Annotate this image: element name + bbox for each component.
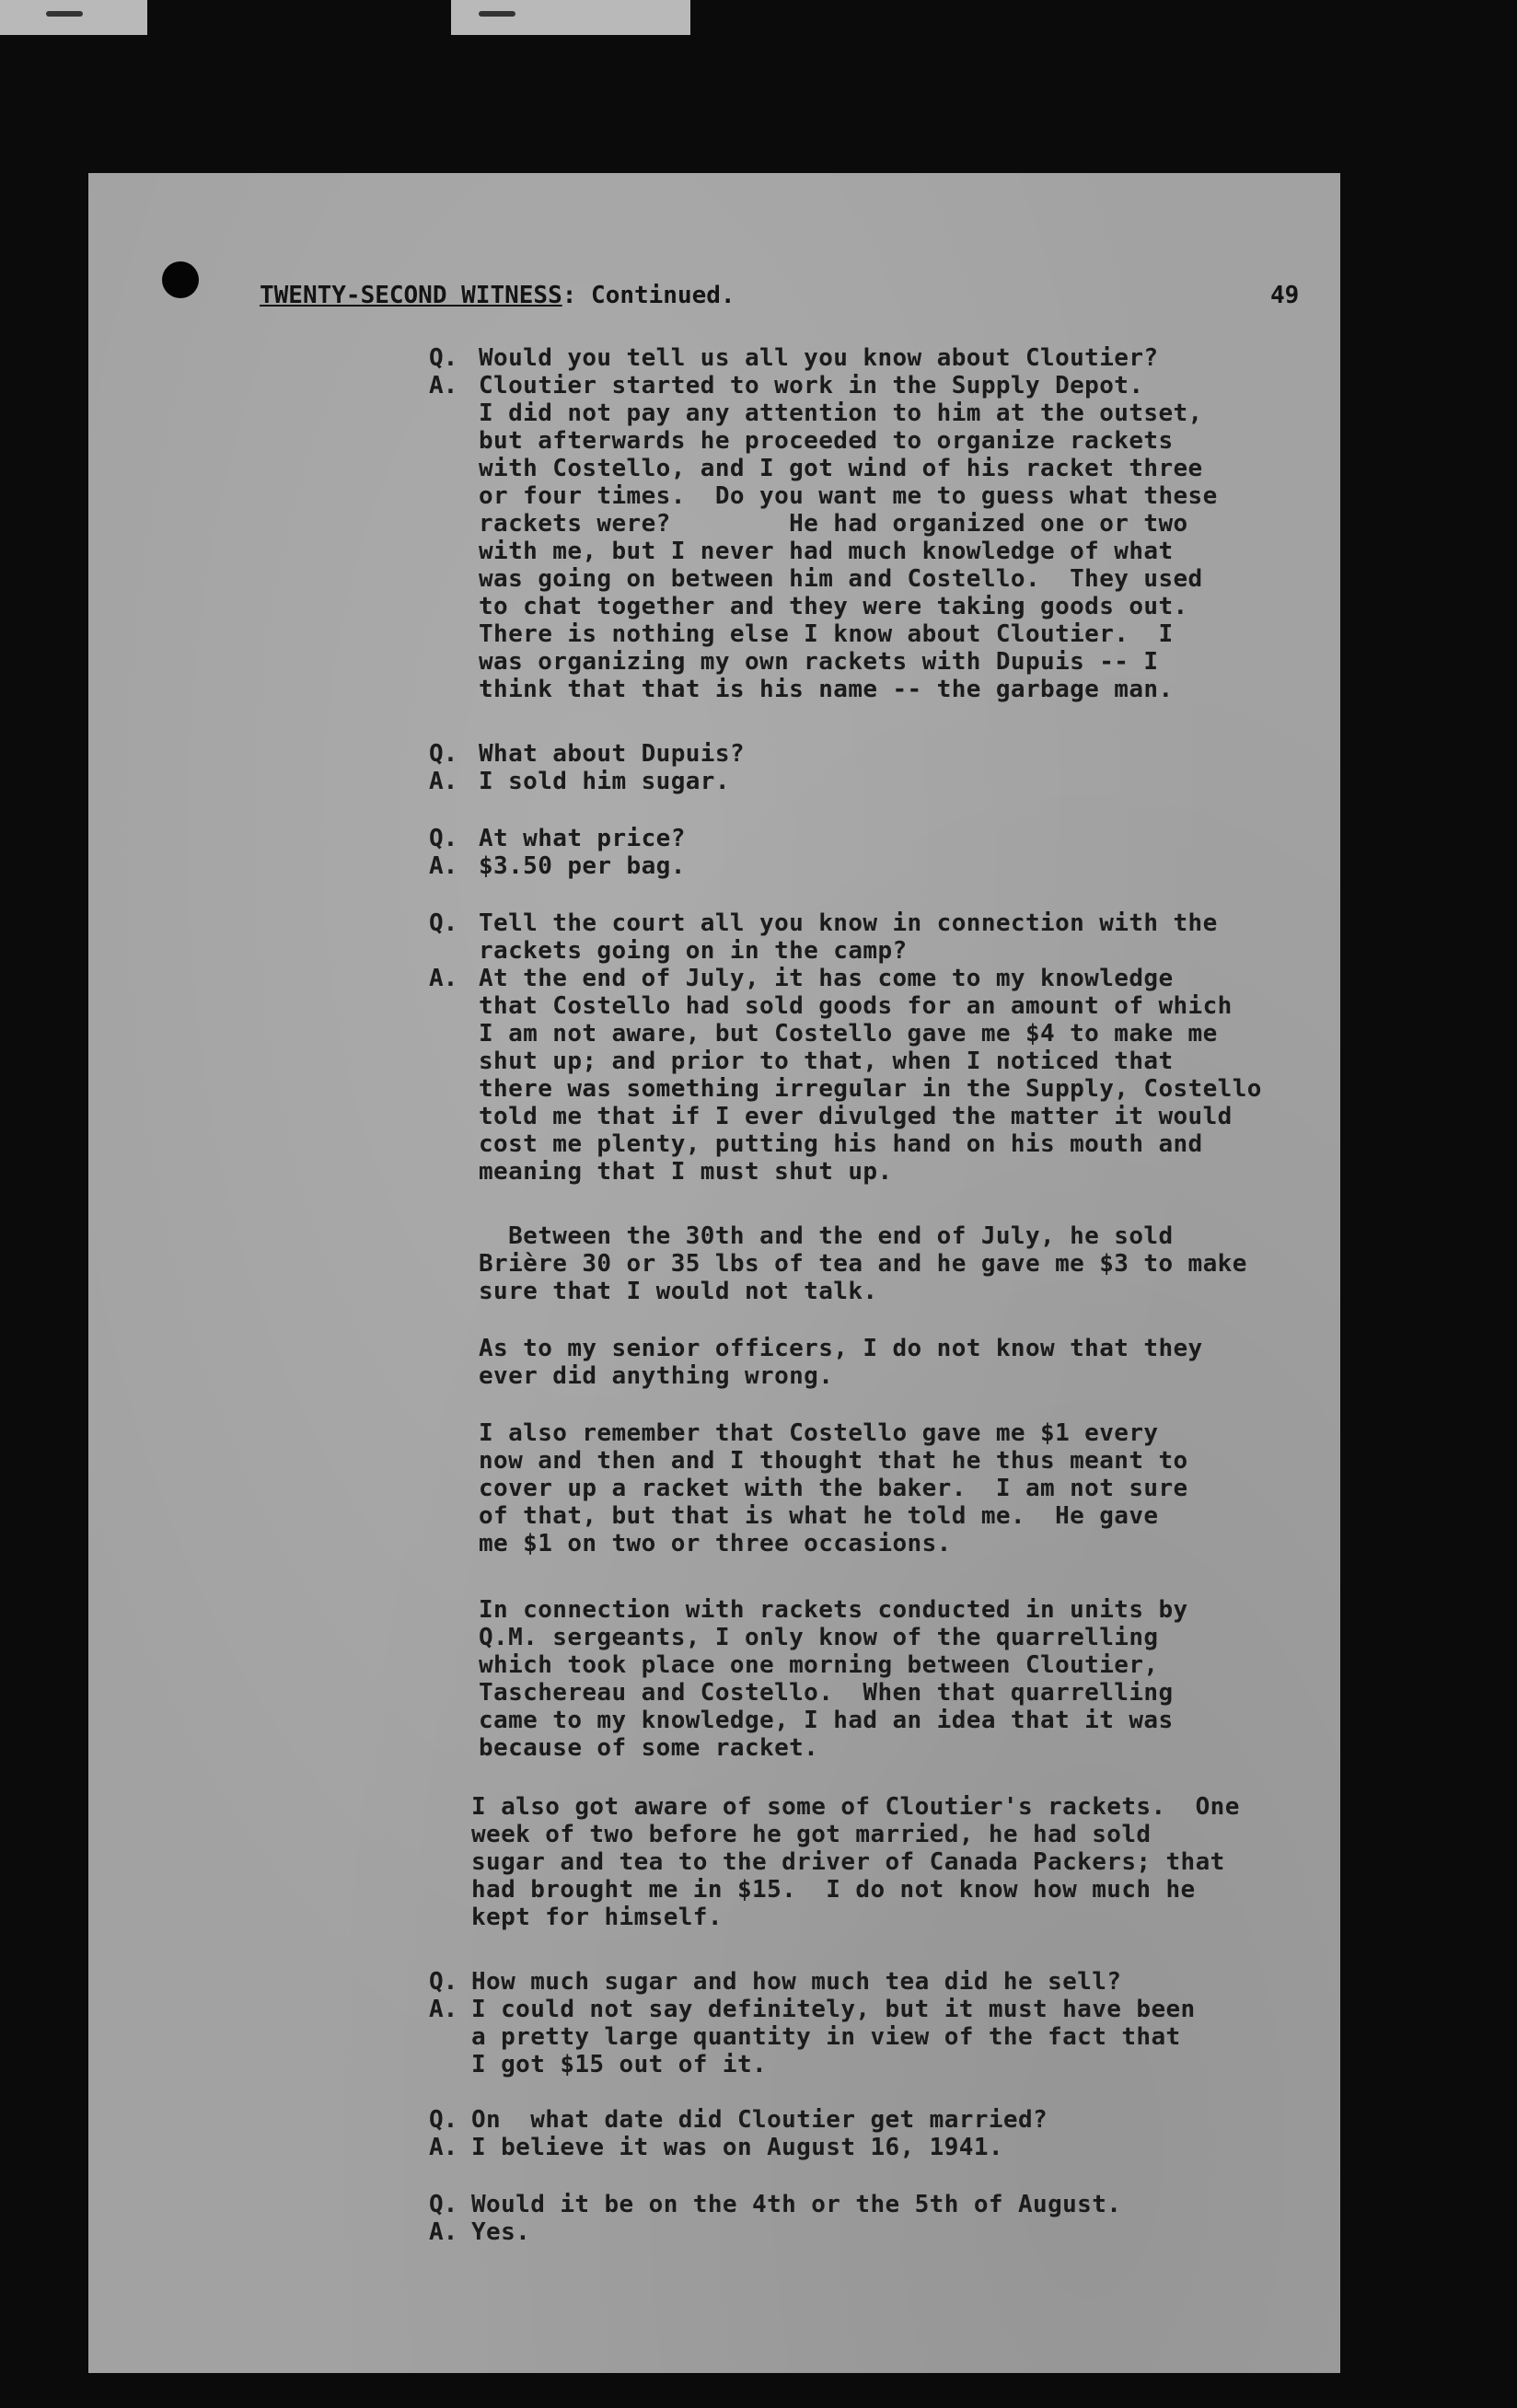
text-line: There is nothing else I know about Cloutier. I — [479, 620, 1174, 648]
text-line: came to my knowledge, I had an idea that it was — [479, 1707, 1174, 1734]
question-marker: Q. — [429, 344, 458, 372]
text-line: At the end of July, it has come to my knowledge — [479, 965, 1174, 992]
question-marker: Q. — [429, 1968, 458, 1996]
text-line: with me, but I never had much knowledge of what — [479, 538, 1174, 565]
text-line: told me that if I ever divulged the matter it would — [479, 1103, 1233, 1130]
text-line: that Costello had sold goods for an amount of which — [479, 992, 1233, 1020]
page-number: 49 — [1270, 282, 1300, 309]
text-line: ever did anything wrong. — [479, 1362, 834, 1390]
text-line: now and then and I thought that he thus meant to — [479, 1447, 1188, 1475]
text-line: I am not aware, but Costello gave me $4 to make me — [479, 1020, 1218, 1048]
text-line: I got $15 out of it. — [471, 2051, 768, 2078]
text-line: but afterwards he proceeded to organize rackets — [479, 427, 1174, 455]
answer-marker: A. — [429, 2218, 458, 2246]
film-tab-left — [0, 0, 147, 35]
text-line: $3.50 per bag. — [479, 852, 686, 880]
text-line: As to my senior officers, I do not know that they — [479, 1335, 1203, 1362]
text-line: had brought me in $15. I do not know how much he — [471, 1876, 1196, 1904]
text-line: was organizing my own rackets with Dupuis -- I — [479, 648, 1159, 676]
text-line: Between the 30th and the end of July, he sold — [479, 1222, 1174, 1250]
film-tab-mark — [479, 11, 515, 17]
text-line: cover up a racket with the baker. I am not sure — [479, 1475, 1188, 1502]
question-marker: Q. — [429, 825, 458, 852]
text-line: I did not pay any attention to him at the outset, — [479, 399, 1203, 427]
answer-marker: A. — [429, 372, 458, 399]
film-tab-mark — [46, 11, 83, 17]
question-marker: Q. — [429, 909, 458, 937]
text-line: On what date did Cloutier get married? — [471, 2106, 1048, 2134]
text-line: I believe it was on August 16, 1941. — [471, 2134, 1003, 2161]
text-line: What about Dupuis? — [479, 740, 745, 768]
witness-suffix: : Continued. — [562, 282, 735, 309]
text-line: Cloutier started to work in the Supply Depot. — [479, 372, 1144, 399]
text-line: Q.M. sergeants, I only know of the quarrelling — [479, 1624, 1159, 1651]
text-line: of that, but that is what he told me. He gave — [479, 1502, 1159, 1530]
text-line: shut up; and prior to that, when I noticed that — [479, 1048, 1174, 1075]
text-line: kept for himself. — [471, 1904, 723, 1931]
witness-label: TWENTY-SECOND WITNESS — [260, 282, 562, 309]
question-marker: Q. — [429, 2106, 458, 2134]
text-line: Would you tell us all you know about Cloutier? — [479, 344, 1159, 372]
text-line: I could not say definitely, but it must have been — [471, 1996, 1196, 2023]
text-line: Brière 30 or 35 lbs of tea and he gave me $3 to make — [479, 1250, 1247, 1278]
text-line: I also got aware of some of Cloutier's rackets. One — [471, 1793, 1240, 1821]
text-line: with Costello, and I got wind of his racket three — [479, 455, 1203, 482]
text-line: rackets were? He had organized one or two — [479, 510, 1188, 538]
text-line: I sold him sugar. — [479, 768, 730, 795]
film-tab-right — [451, 0, 690, 35]
text-line: sure that I would not talk. — [479, 1278, 878, 1305]
document-page — [88, 173, 1340, 2373]
text-line: think that that is his name -- the garbage man. — [479, 676, 1174, 703]
answer-marker: A. — [429, 1996, 458, 2023]
text-line: Taschereau and Costello. When that quarrelling — [479, 1679, 1174, 1707]
text-line: Yes. — [471, 2218, 531, 2246]
text-line: cost me plenty, putting his hand on his mouth and — [479, 1130, 1203, 1158]
text-line: sugar and tea to the driver of Canada Packers; that — [471, 1848, 1225, 1876]
text-line: In connection with rackets conducted in units by — [479, 1596, 1188, 1624]
punch-hole — [162, 261, 199, 298]
answer-marker: A. — [429, 852, 458, 880]
text-line: meaning that I must shut up. — [479, 1158, 893, 1186]
text-line: At what price? — [479, 825, 686, 852]
text-line: which took place one morning between Cloutier, — [479, 1651, 1159, 1679]
text-line: Tell the court all you know in connection with the — [479, 909, 1218, 937]
answer-marker: A. — [429, 768, 458, 795]
answer-marker: A. — [429, 965, 458, 992]
page-header — [260, 282, 735, 309]
text-line: because of some racket. — [479, 1734, 819, 1762]
answer-marker: A. — [429, 2134, 458, 2161]
question-marker: Q. — [429, 740, 458, 768]
text-line: How much sugar and how much tea did he sell? — [471, 1968, 1122, 1996]
text-line: week of two before he got married, he had sold — [471, 1821, 1152, 1848]
text-line: me $1 on two or three occasions. — [479, 1530, 952, 1557]
text-line: to chat together and they were taking goods out. — [479, 593, 1188, 620]
text-line: or four times. Do you want me to guess what these — [479, 482, 1218, 510]
text-line: rackets going on in the camp? — [479, 937, 908, 965]
text-line: there was something irregular in the Supply, Costello — [479, 1075, 1262, 1103]
text-line: a pretty large quantity in view of the fact that — [471, 2023, 1181, 2051]
question-marker: Q. — [429, 2191, 458, 2218]
text-line: Would it be on the 4th or the 5th of August. — [471, 2191, 1122, 2218]
text-line: I also remember that Costello gave me $1 every — [479, 1419, 1159, 1447]
text-line: was going on between him and Costello. They used — [479, 565, 1203, 593]
